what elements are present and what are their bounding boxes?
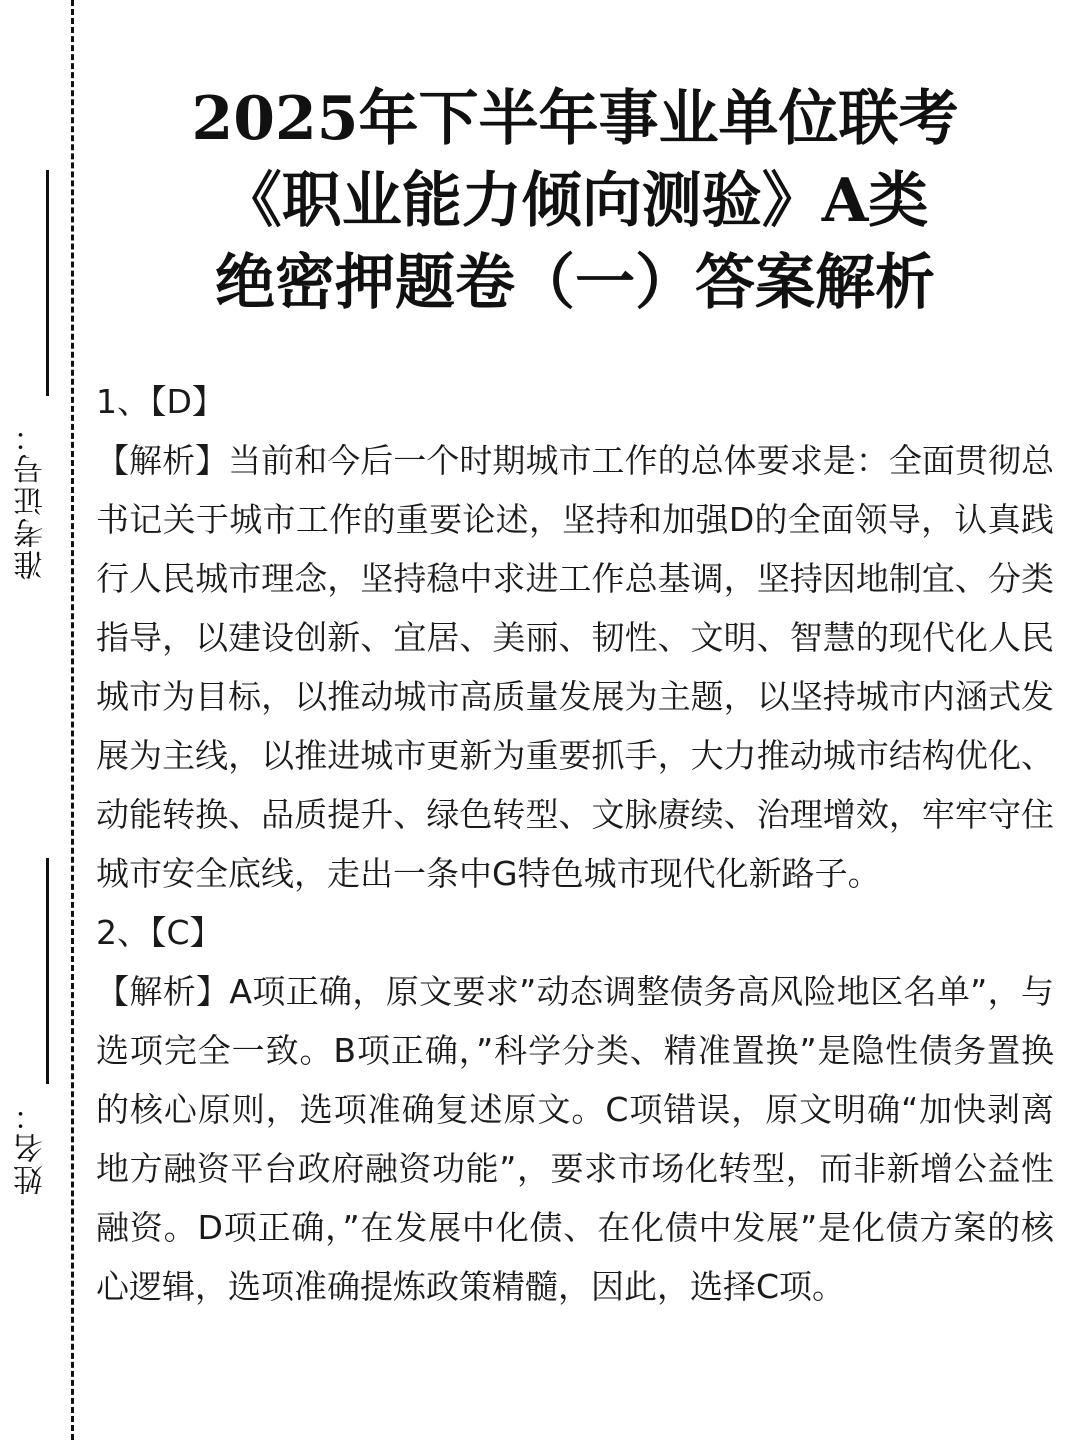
answer-item-1 <box>96 372 1054 903</box>
answer-content <box>96 372 1054 1316</box>
answer-analysis: 【解析】A项正确，原文要求”动态调整债务高风险地区名单”，与选项完全一致。B项正确，”科学分类、精准置换”是隐性债务置换的核心原则，选项准确复述原文。C项错误，原文明确“加快剥离地方融资平台政府融资功能”，要求市场化转型，而非新增公益性融资。D项正确，”在发展中化债、在化债中发展”是化债方案的核心逻辑，选项准确提炼政策精髓，因此，选择C项。 <box>96 972 1054 1306</box>
name-label: 姓名： <box>14 1099 49 1195</box>
answer-analysis: 【解析】当前和今后一个时期城市工作的总体要求是：全面贯彻总书记关于城市工作的重要论述，坚持和加强D的全面领导，认真践行人民城市理念，坚持稳中求进工作总基调，坚持因地制宜、分类指导，以建设创新、宜居、美丽、韧性、文明、智慧的现代化人民城市为目标，以推动城市高质量发展为主题，以坚持城市内涵式发展为主线，以推进城市更新为重要抓手，大力推动城市结构优化、动能转换、品质提升、绿色转型、文脉赓续、治理增效，牢牢守住城市安全底线，走出一条中G特色城市现代化新路子。 <box>96 441 1054 893</box>
ticket-number-write-line <box>46 170 49 396</box>
title-line-3: 绝密押题卷（一）答案解析 <box>215 248 935 318</box>
answer-item-2 <box>96 903 1054 1316</box>
binding-dashed-line <box>71 0 74 1440</box>
answer-heading: 2、【C】 <box>96 913 223 952</box>
title-line-1: 2025年下半年事业单位联考 <box>191 84 959 154</box>
answer-heading: 1、【D】 <box>96 382 225 421</box>
document-title <box>100 78 1050 324</box>
title-line-2: 《职业能力倾向测验》A类 <box>221 166 929 236</box>
ticket-number-label: 准考证号： <box>14 420 49 580</box>
name-write-line <box>46 858 49 1084</box>
